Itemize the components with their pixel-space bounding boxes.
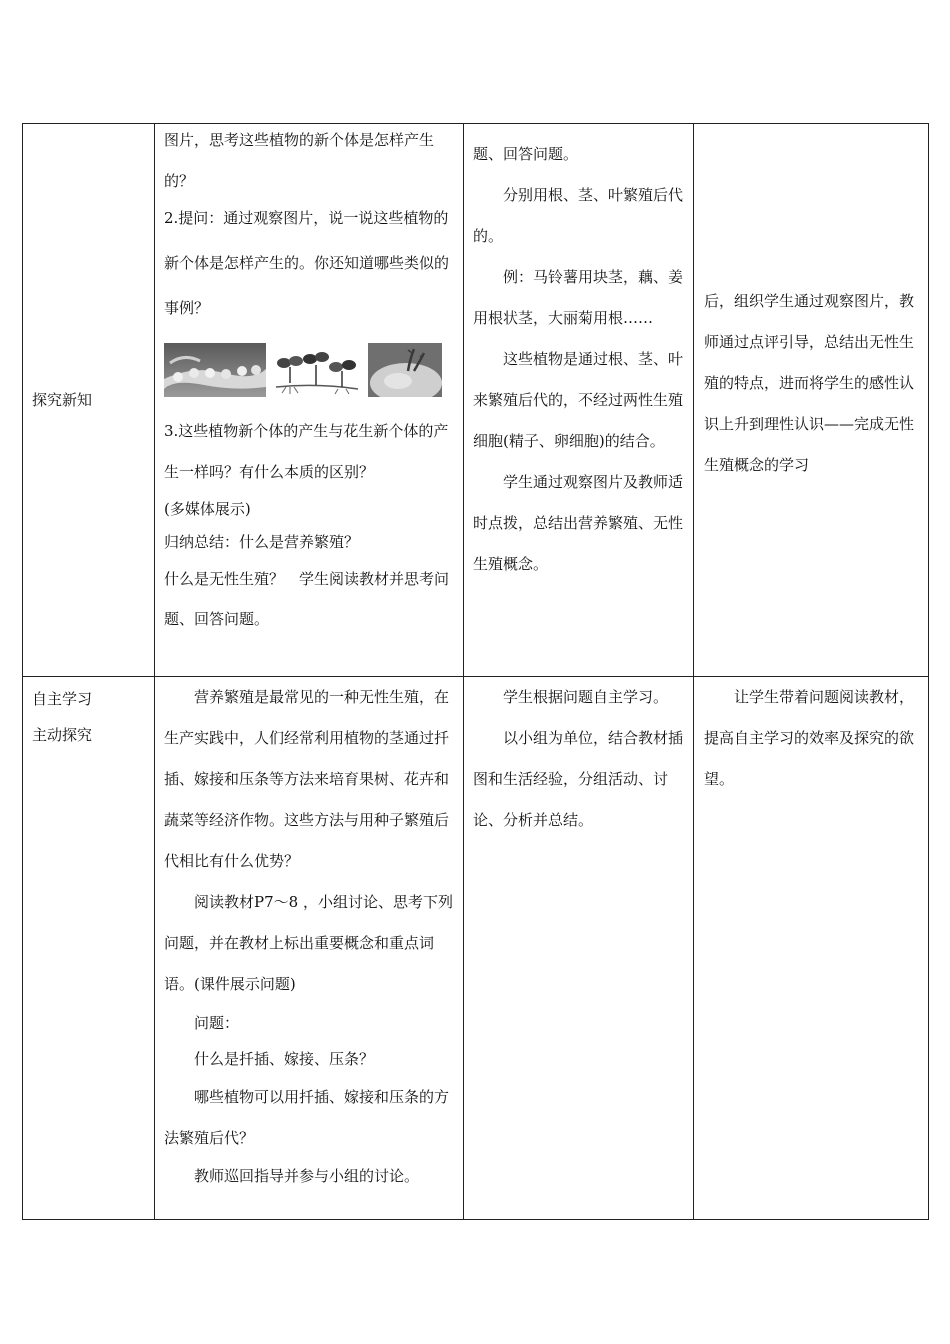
- stage-label: 自主学习: [32, 690, 93, 708]
- stage-label: 主动探究: [32, 726, 93, 744]
- student-text: 以小组为单位，结合教材插图和生活经验，分组活动、讨论、分析并总结。: [473, 729, 684, 829]
- intent-text: 后，组织学生通过观察图片，教师通过点评引导，总结出无性生殖的特点，进而将学生的感性认识上升到理性认识——完成无性生殖概念的学习: [704, 291, 915, 474]
- student-activity-cell: [464, 677, 694, 1220]
- teacher-text: 问题：: [194, 1014, 240, 1032]
- intent-text: 让学生带着问题阅读教材，提高自主学习的效率及探究的欲望。: [704, 688, 915, 788]
- student-activity-cell: [464, 124, 694, 677]
- teacher-text: 什么是无性生殖？ 学生阅读教材并思考问题、回答问题。: [164, 570, 450, 628]
- student-text: 分别用根、茎、叶繁殖后代的。: [473, 186, 684, 245]
- stage-cell: [23, 124, 155, 677]
- stage-label: 探究新知: [32, 390, 93, 409]
- student-text: 题、回答问题。: [473, 145, 579, 163]
- teacher-text: 归纳总结：什么是营养繁殖？: [164, 533, 360, 551]
- student-text: 学生通过观察图片及教师适时点拨，总结出营养繁殖、无性生殖概念。: [473, 473, 684, 573]
- teacher-text: 图片，思考这些植物的新个体是怎样产生的？: [164, 131, 435, 190]
- student-text: 这些植物是通过根、茎、叶来繁殖后代的，不经过两性生殖细胞(精子、卵细胞)的结合。: [473, 350, 684, 450]
- design-intent-cell: [694, 124, 929, 677]
- teacher-text: 哪些植物可以用扦插、嫁接和压条的方法繁殖后代？: [164, 1088, 450, 1147]
- stage-cell: [23, 677, 155, 1220]
- lesson-plan-table: [22, 123, 929, 1220]
- teacher-text: 什么是扦插、嫁接、压条？: [194, 1050, 375, 1068]
- student-text: 学生根据问题自主学习。: [503, 688, 669, 706]
- teacher-activity-cell: [155, 677, 464, 1220]
- teacher-text: 教师巡回指导并参与小组的讨论。: [194, 1167, 420, 1185]
- teacher-text: (多媒体展示): [164, 500, 251, 518]
- potato-sprout-image: [368, 343, 442, 397]
- leaf-plantlets-image: [164, 343, 266, 397]
- table-row: [23, 124, 929, 677]
- student-text: 例：马铃薯用块茎，藕、姜用根状茎，大丽菊用根……: [473, 268, 684, 327]
- table-row: [23, 677, 929, 1220]
- design-intent-cell: [694, 677, 929, 1220]
- teacher-text: 营养繁殖是最常见的一种无性生殖，在生产实践中，人们经常利用植物的茎通过扦插、嫁接和压条等方法来培育果树、花卉和蔬菜等经济作物。这些方法与用种子繁殖后代相比有什么优势？: [164, 688, 450, 870]
- plant-images: [164, 343, 455, 397]
- teacher-text: 3.这些植物新个体的产生与花生新个体的产生一样吗？有什么本质的区别？: [164, 422, 449, 481]
- teacher-activity-cell: [155, 124, 464, 677]
- teacher-text: 2.提问：通过观察图片，说一说这些植物的新个体是怎样产生的。你还知道哪些类似的事例？: [164, 209, 450, 317]
- teacher-text: 阅读教材P7～8 ，小组讨论、思考下列问题，并在教材上标出重要概念和重点词语。(课件展示问题): [164, 893, 453, 993]
- strawberry-runner-image: [272, 343, 362, 397]
